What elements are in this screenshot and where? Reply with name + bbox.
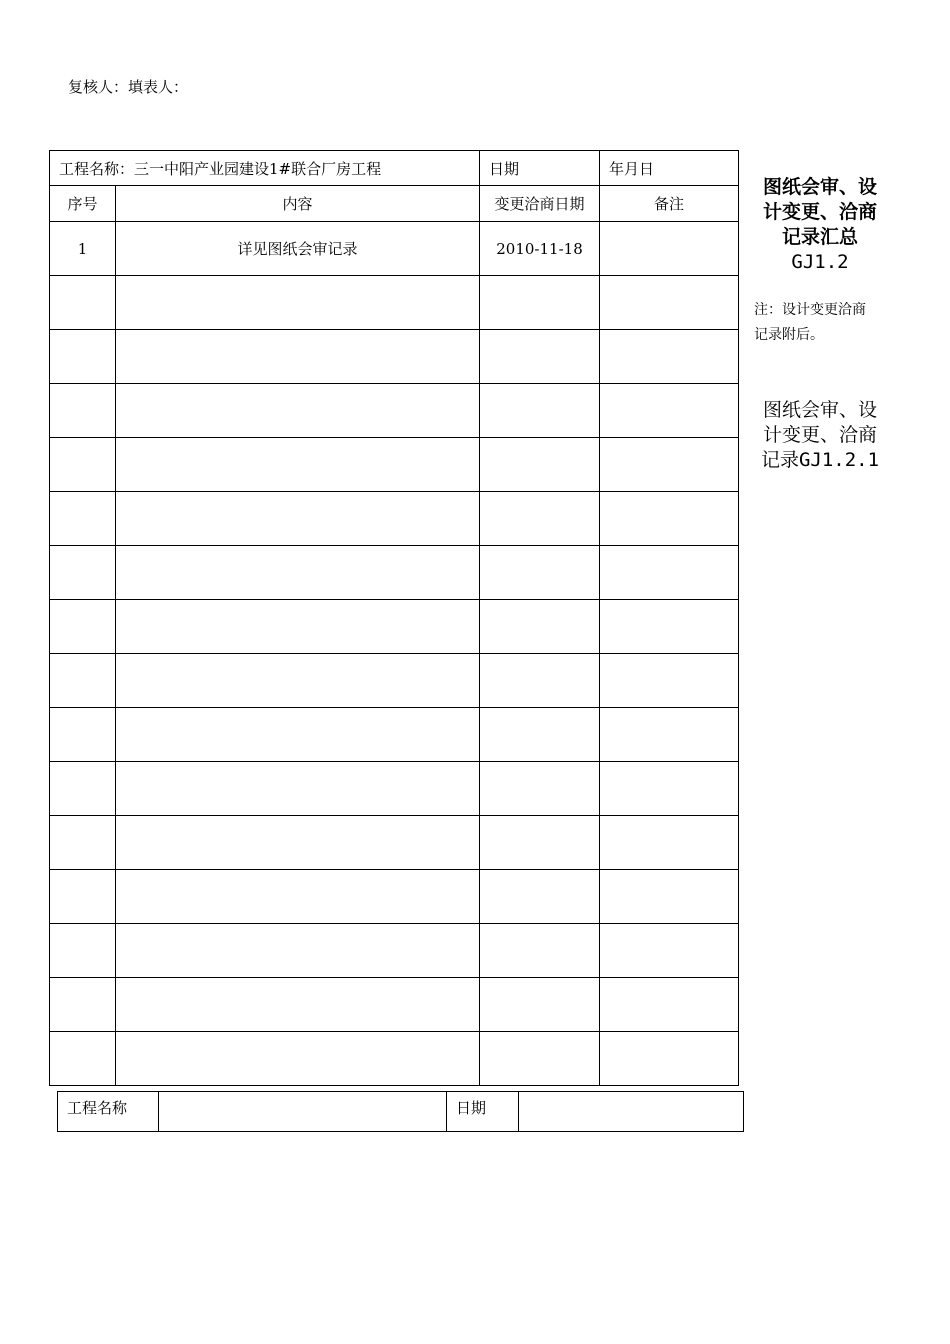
row-date-cell: [480, 600, 600, 654]
side-note: [754, 298, 894, 348]
side-title: [750, 175, 890, 275]
column-header-no: 序号: [50, 186, 116, 222]
row-date-cell: [480, 708, 600, 762]
row-remark-cell: [600, 870, 739, 924]
date-value-cell: 年月日: [600, 151, 739, 186]
summary-table: [49, 150, 739, 1086]
row-date-cell: [480, 762, 600, 816]
footer-date-value: [519, 1092, 744, 1132]
side-note-line: 记录附后。: [754, 327, 824, 343]
row-remark-cell: [600, 978, 739, 1032]
row-date-cell: [480, 546, 600, 600]
row-content-cell: [116, 546, 480, 600]
footer-date-label: 日期: [447, 1092, 519, 1132]
side-subtitle-line: 图纸会审、设: [762, 399, 877, 421]
row-content-cell: [116, 384, 480, 438]
row-content-cell: [116, 762, 480, 816]
row-content-cell: [116, 330, 480, 384]
table-row: [50, 600, 739, 654]
row-remark-cell: [600, 438, 739, 492]
row-content-cell: [116, 816, 480, 870]
table-row: [50, 384, 739, 438]
row-date-cell: [480, 330, 600, 384]
row-content-cell: [116, 654, 480, 708]
row-remark-cell: [600, 600, 739, 654]
row-date-cell: [480, 1032, 600, 1086]
row-date-cell: [480, 978, 600, 1032]
footer-project-value: [159, 1092, 447, 1132]
row-date-cell: [480, 384, 600, 438]
side-title-line: 图纸会审、设: [762, 176, 877, 198]
row-number-cell: 1: [50, 222, 116, 276]
row-content-cell: [116, 870, 480, 924]
row-number-cell: [50, 600, 116, 654]
row-number-cell: [50, 924, 116, 978]
table-row: [50, 816, 739, 870]
project-name-cell: 工程名称：三一中阳产业园建设1#联合厂房工程: [50, 151, 480, 186]
side-subtitle-line: 计变更、洽商: [762, 424, 877, 446]
row-date-cell: [480, 924, 600, 978]
row-remark-cell: [600, 222, 739, 276]
row-remark-cell: [600, 708, 739, 762]
row-content-cell: [116, 600, 480, 654]
row-number-cell: [50, 762, 116, 816]
row-number-cell: [50, 492, 116, 546]
row-number-cell: [50, 330, 116, 384]
row-number-cell: [50, 546, 116, 600]
row-remark-cell: [600, 546, 739, 600]
row-date-cell: [480, 816, 600, 870]
table-row: [50, 978, 739, 1032]
side-title-line: 计变更、洽商: [762, 201, 877, 223]
row-remark-cell: [600, 654, 739, 708]
table-row: [50, 924, 739, 978]
table-row: [50, 546, 739, 600]
table-row: [50, 492, 739, 546]
side-title-line: 记录汇总: [781, 226, 858, 248]
row-content-cell: [116, 492, 480, 546]
table-row: [50, 762, 739, 816]
row-content-cell: [116, 978, 480, 1032]
row-date-cell: [480, 870, 600, 924]
row-number-cell: [50, 438, 116, 492]
row-content-cell: [116, 438, 480, 492]
row-date-cell: [480, 276, 600, 330]
row-remark-cell: [600, 924, 739, 978]
table-row: [50, 654, 739, 708]
row-number-cell: [50, 654, 116, 708]
footer-table: [57, 1091, 744, 1132]
row-number-cell: [50, 708, 116, 762]
column-header-remark: 备注: [600, 186, 739, 222]
row-content-cell: 详见图纸会审记录: [116, 222, 480, 276]
row-content-cell: [116, 1032, 480, 1086]
table-row: [50, 222, 739, 276]
row-date-cell: [480, 654, 600, 708]
row-number-cell: [50, 384, 116, 438]
row-content-cell: [116, 276, 480, 330]
table-row: [50, 870, 739, 924]
column-header-content: 内容: [116, 186, 480, 222]
reviewer-line: 复核人：填表人：: [68, 78, 189, 96]
side-title-code: GJ1.2: [791, 251, 849, 273]
column-header-row: [50, 186, 739, 222]
row-remark-cell: [600, 816, 739, 870]
row-number-cell: [50, 870, 116, 924]
table-row: [50, 1032, 739, 1086]
row-number-cell: [50, 1032, 116, 1086]
row-date-cell: 2010-11-18: [480, 222, 600, 276]
side-note-line: 注：设计变更洽商: [754, 302, 866, 318]
row-remark-cell: [600, 492, 739, 546]
row-date-cell: [480, 438, 600, 492]
row-remark-cell: [600, 276, 739, 330]
row-remark-cell: [600, 384, 739, 438]
row-remark-cell: [600, 1032, 739, 1086]
date-label-cell: 日期: [480, 151, 600, 186]
table-header-row: [50, 151, 739, 186]
row-content-cell: [116, 924, 480, 978]
row-number-cell: [50, 276, 116, 330]
side-subtitle: [750, 398, 890, 473]
table-row: [50, 276, 739, 330]
row-remark-cell: [600, 330, 739, 384]
row-number-cell: [50, 978, 116, 1032]
column-header-date: 变更洽商日期: [480, 186, 600, 222]
footer-project-label: 工程名称: [58, 1092, 159, 1132]
row-number-cell: [50, 816, 116, 870]
row-remark-cell: [600, 762, 739, 816]
side-subtitle-line: 记录GJ1.2.1: [760, 449, 880, 471]
row-date-cell: [480, 492, 600, 546]
row-content-cell: [116, 708, 480, 762]
table-row: [50, 438, 739, 492]
table-row: [50, 708, 739, 762]
table-row: [50, 330, 739, 384]
